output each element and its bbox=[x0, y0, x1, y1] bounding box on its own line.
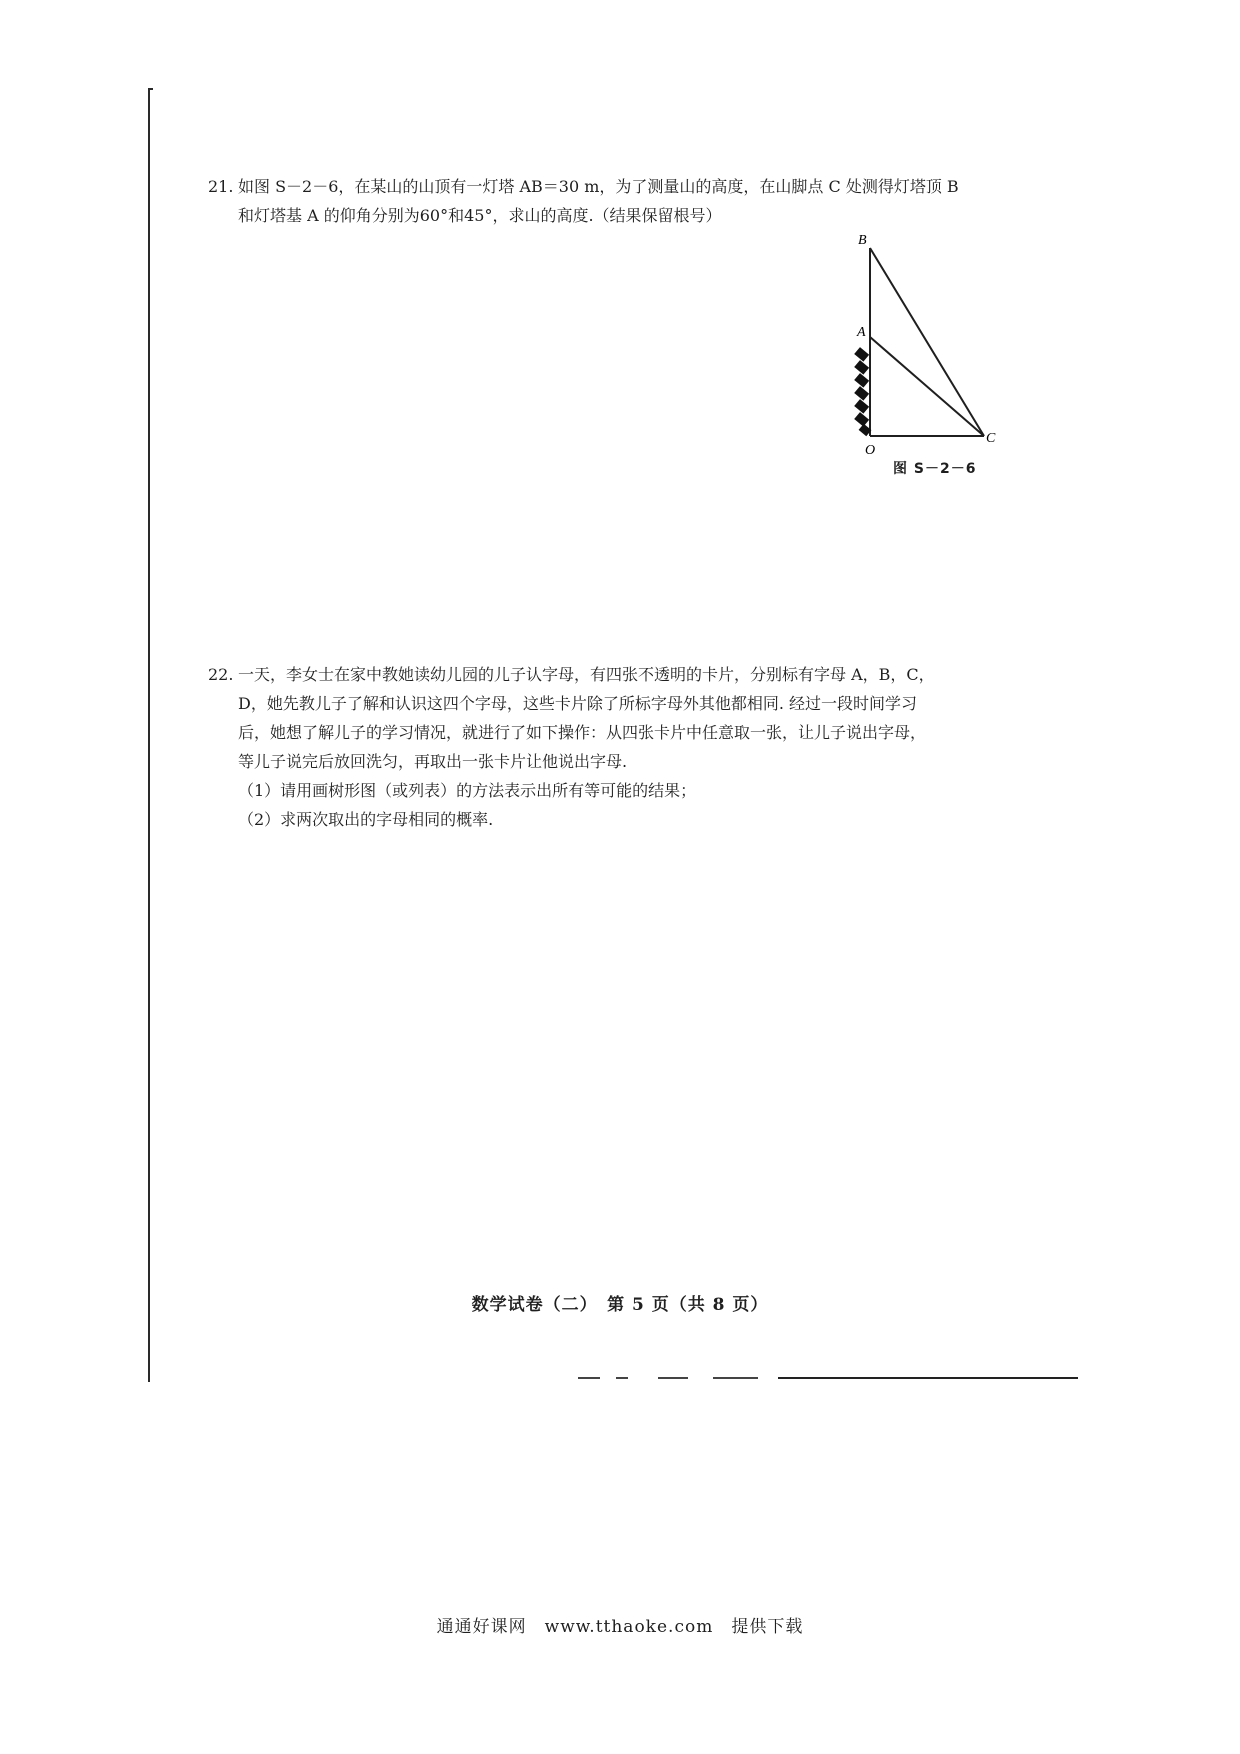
question-22-part-2: （2）求两次取出的字母相同的概率. bbox=[238, 810, 494, 829]
line-ac bbox=[870, 337, 984, 436]
corner-mark bbox=[148, 88, 153, 90]
figure-diagram bbox=[820, 230, 1020, 480]
page-footer-title: 数学试卷（二） 第 5 页（共 8 页） bbox=[471, 1295, 769, 1315]
question-21 bbox=[208, 172, 1008, 230]
question-22-line-2: D，她先教儿子了解和认识这四个字母，这些卡片除了所标字母外其他都相同. 经过一段时间学习 bbox=[238, 694, 918, 713]
figure-s-2-6 bbox=[820, 230, 1020, 480]
point-o-label: O bbox=[865, 443, 876, 458]
question-22-part-1: （1）请用画树形图（或列表）的方法表示出所有等可能的结果； bbox=[238, 781, 697, 800]
question-22-line-4: 等儿子说完后放回洗匀，再取出一张卡片让他说出字母. bbox=[238, 752, 628, 771]
point-c-label: C bbox=[986, 431, 996, 446]
question-22-number: 22. bbox=[208, 665, 234, 684]
point-b-label: B bbox=[858, 233, 867, 248]
download-watermark: 通通好课网 www.tthaoke.com 提供下载 bbox=[436, 1617, 804, 1637]
question-22 bbox=[208, 660, 1008, 834]
question-21-line-2: 和灯塔基 A 的仰角分别为60°和45°，求山的高度.（结果保留根号） bbox=[238, 206, 722, 225]
question-22-line-1: 一天，李女士在家中教她读幼儿园的儿子认字母，有四张不透明的卡片，分别标有字母 A，B，C， bbox=[238, 665, 935, 684]
point-a-label: A bbox=[857, 325, 866, 340]
question-21-line-1: 如图 S－2－6，在某山的山顶有一灯塔 AB＝30 m，为了测量山的高度，在山脚点 C 处测得灯塔顶 B bbox=[238, 177, 959, 196]
line-bc bbox=[870, 248, 984, 436]
mountain-hatching bbox=[854, 347, 871, 436]
bottom-rule bbox=[578, 1376, 1078, 1380]
left-margin-line bbox=[148, 90, 150, 1382]
figure-caption: 图 S－2－6 bbox=[893, 461, 977, 477]
question-22-line-3: 后，她想了解儿子的学习情况，就进行了如下操作：从四张卡片中任意取一张，让儿子说出字母， bbox=[238, 723, 927, 742]
question-21-number: 21. bbox=[208, 177, 234, 196]
